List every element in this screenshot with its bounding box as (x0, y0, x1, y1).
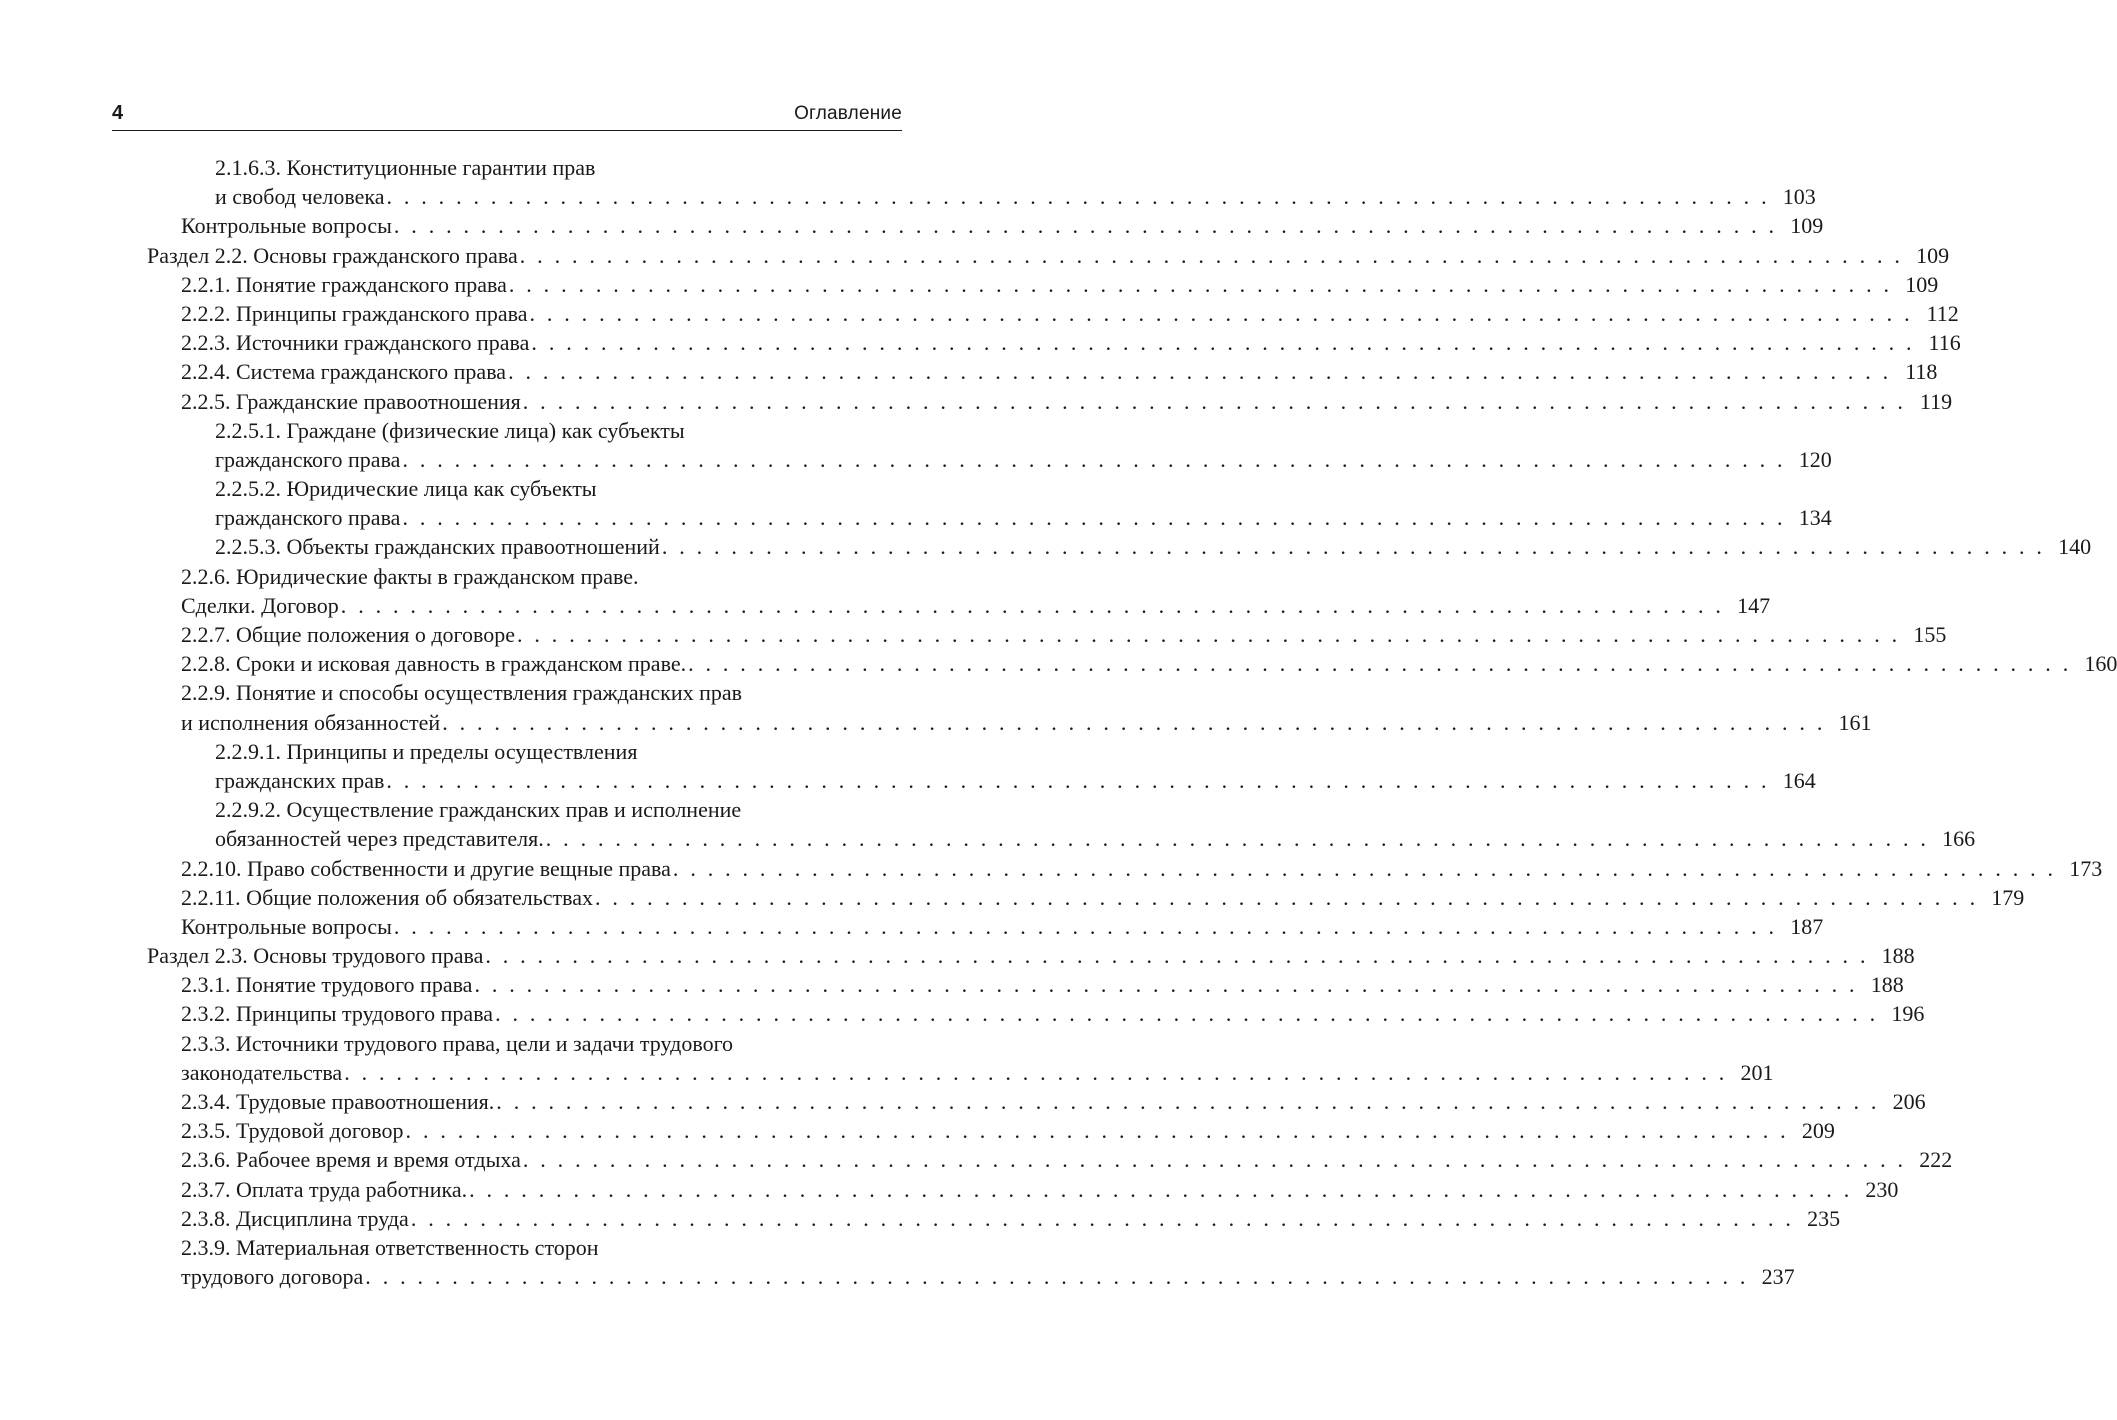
toc-entry-page: 119 (1919, 388, 1953, 414)
toc-entry-title: 2.3.1. Понятие трудового права (181, 972, 473, 998)
toc-entry (215, 503, 1832, 532)
toc-entry-page: 164 (1782, 767, 1816, 793)
toc-entry (215, 737, 1000, 766)
toc-entry-title: 2.2.7. Общие положения о договоре (181, 622, 515, 647)
toc-entry-title: 2.2.3. Источники гражданского права (181, 330, 530, 356)
toc-entry (215, 532, 2092, 561)
toc-dot-leader: . . . . . . . . . . . . . . . . . . . . . . . . . . . . . . . . . . . . . . . . . . . . . . . . . . . . . . . . . . . . . . . . . . . . . . . . . . . . . . . . (594, 884, 1979, 910)
toc-entry-title: 2.2.6. Юридические факты в гражданском праве. (181, 563, 639, 589)
toc-dot-leader: . . . . . . . . . . . . . . . . . . . . . . . . . . . . . . . . . . . . . . . . . . . . . . . . . . . . . . . . . . . . . . . . . . . . . . . . . . . . . . . . (531, 330, 1915, 356)
toc-dot-leader: . . . . . . . . . . . . . . . . . . . . . . . . . . . . . . . . . . . . . . . . . . . . . . . . . . . . . . . . . . . . . . . . . . . . . . . . . . . . . . . . (522, 1147, 1907, 1173)
toc-entry-page: 237 (1761, 1264, 1795, 1290)
toc-dot-leader: . . . . . . . . . . . . . . . . . . . . . . . . . . . . . . . . . . . . . . . . . . . . . . . . . . . . . . . . . . . . . . . . . . . . . . . . . . . . . . . . (688, 651, 2072, 677)
toc-entry (181, 1029, 1000, 1058)
toc-entry-page: 103 (1782, 184, 1816, 210)
toc-dot-leader: . . . . . . . . . . . . . . . . . . . . . . . . . . . . . . . . . . . . . . . . . . . . . . . . . . . . . . . . . . . . . . . . . . . . . . . . . . . . . . . . (485, 943, 1869, 969)
toc-dot-leader: . . . . . . . . . . . . . . . . . . . . . . . . . . . . . . . . . . . . . . . . . . . . . . . . . . . . . . . . . . . . . . . . . . . . . . . . . . . . . . . . (402, 446, 1786, 472)
toc-dot-leader: . . . . . . . . . . . . . . . . . . . . . . . . . . . . . . . . . . . . . . . . . . . . . . . . . . . . . . . . . . . . . . . . . . . . . . . . . . . . . . . . (469, 1176, 1853, 1202)
toc-entry-page: 235 (1807, 1205, 1841, 1231)
toc-entry (181, 1145, 1953, 1174)
toc-entry (181, 211, 1824, 240)
toc-entry (181, 562, 1000, 591)
toc-entry (147, 241, 1950, 270)
toc-entry-page: 109 (1916, 242, 1950, 268)
toc-entry (215, 795, 1000, 824)
toc-entry-page: 118 (1905, 359, 1938, 385)
toc-entry-title: 2.3.6. Рабочее время и время отдыха (181, 1147, 521, 1173)
toc-entry (181, 328, 1961, 357)
toc-entry-title: 2.2.5. Гражданские правоотношения (181, 388, 521, 414)
toc-entry-title: 2.2.5.1. Граждане (физические лица) как субъекты (215, 417, 685, 443)
toc-entry-page: 160 (2084, 651, 2117, 677)
toc-entry-title: 2.2.2. Принципы гражданского права (181, 300, 528, 326)
toc-dot-leader: . . . . . . . . . . . . . . . . . . . . . . . . . . . . . . . . . . . . . . . . . . . . . . . . . . . . . . . . . . . . . . . . . . . . . . . . . . . . . . . . (386, 184, 1770, 210)
toc-dot-leader: . . . . . . . . . . . . . . . . . . . . . . . . . . . . . . . . . . . . . . . . . . . . . . . . . . . . . . . . . . . . . . . . . . . . . . . . . . . . . . . . (393, 913, 1778, 939)
toc-entry (181, 1116, 1835, 1145)
toc-entry-title: Сделки. Договор (181, 592, 339, 618)
toc-entry-title: 2.3.8. Дисциплина труда (181, 1205, 409, 1231)
toc-entry (181, 1262, 1795, 1291)
toc-entry-title: 2.2.8. Сроки и исковая давность в гражданском праве. (181, 651, 687, 677)
toc-entry (181, 999, 1925, 1028)
toc-dot-leader: . . . . . . . . . . . . . . . . . . . . . . . . . . . . . . . . . . . . . . . . . . . . . . . . . . . . . . . . . . . . . . . . . . . . . . . . . . . . . . . . (344, 1059, 1728, 1085)
toc-entry (181, 299, 1959, 328)
toc-entry-page: 155 (1913, 622, 1947, 647)
toc-entry-title: 2.2.4. Система гражданского права (181, 359, 507, 385)
toc-entry-title: гражданского права (215, 505, 401, 531)
toc-entry-title: 2.2.9.2. Осуществление гражданских прав и исполнение (215, 797, 742, 823)
toc-entry-page: 134 (1798, 505, 1832, 531)
toc-entry-page: 179 (1991, 884, 2025, 910)
toc-entry (181, 678, 1000, 707)
toc-entry (181, 649, 2117, 678)
toc-entry-page: 161 (1838, 709, 1872, 735)
toc-entry-title: законодательства (181, 1059, 343, 1085)
toc-dot-leader: . . . . . . . . . . . . . . . . . . . . . . . . . . . . . . . . . . . . . . . . . . . . . . . . . . . . . . . . . . . . . . . . . . . . . . . . . . . . . . . . (517, 622, 1901, 647)
toc-entry (215, 474, 1000, 503)
page-number: 4 (112, 102, 124, 124)
toc-entry-title: Раздел 2.2. Основы гражданского права (147, 242, 518, 268)
toc-entry-page: 222 (1919, 1147, 1953, 1173)
toc-dot-leader: . . . . . . . . . . . . . . . . . . . . . . . . . . . . . . . . . . . . . . . . . . . . . . . . . . . . . . . . . . . . . . . . . . . . . . . . . . . . . . . . (386, 767, 1770, 793)
toc-entry (215, 824, 1976, 853)
toc-entry-title: Контрольные вопросы (181, 913, 392, 939)
toc-entry (215, 153, 1000, 182)
toc-entry-title: 2.3.3. Источники трудового права, цели и задачи трудового (181, 1030, 734, 1056)
table-of-contents (0, 153, 2117, 1291)
toc-entry-title: 2.2.9.1. Принципы и пределы осуществления (215, 738, 638, 764)
toc-entry-title: 2.2.5.2. Юридические лица как субъекты (215, 476, 597, 502)
toc-dot-leader: . . . . . . . . . . . . . . . . . . . . . . . . . . . . . . . . . . . . . . . . . . . . . . . . . . . . . . . . . . . . . . . . . . . . . . . . . . . . . . . . (365, 1264, 1749, 1290)
toc-entry-page: 188 (1870, 972, 1904, 998)
toc-entry (181, 1058, 1774, 1087)
toc-entry-title: 2.2.5.3. Объекты гражданских правоотношений (215, 534, 660, 560)
toc-entry-page: 230 (1865, 1176, 1899, 1202)
toc-entry-page: 196 (1891, 1001, 1925, 1027)
toc-entry-title: 2.3.7. Оплата труда работника. (181, 1176, 468, 1202)
toc-entry-page: 187 (1790, 913, 1824, 939)
toc-entry (181, 912, 1824, 941)
toc-entry (215, 445, 1832, 474)
toc-dot-leader: . . . . . . . . . . . . . . . . . . . . . . . . . . . . . . . . . . . . . . . . . . . . . . . . . . . . . . . . . . . . . . . . . . . . . . . . . . . . . . . . (496, 1089, 1880, 1114)
toc-entry (215, 182, 1816, 211)
running-title: Оглавление (794, 103, 902, 124)
toc-entry-title: 2.3.2. Принципы трудового права (181, 1001, 494, 1027)
toc-dot-leader: . . . . . . . . . . . . . . . . . . . . . . . . . . . . . . . . . . . . . . . . . . . . . . . . . . . . . . . . . . . . . . . . . . . . . . . . . . . . . . . . (393, 213, 1778, 239)
toc-dot-leader: . . . . . . . . . . . . . . . . . . . . . . . . . . . . . . . . . . . . . . . . . . . . . . . . . . . . . . . . . . . . . . . . . . . . . . . . . . . . . . . . (410, 1205, 1795, 1231)
toc-entry-page: 209 (1801, 1118, 1835, 1144)
toc-entry-title: 2.2.1. Понятие гражданского права (181, 271, 507, 297)
toc-entry-title: 2.2.10. Право собственности и другие вещные права (181, 855, 671, 881)
toc-entry-page: 120 (1798, 446, 1832, 472)
toc-entry (147, 941, 1915, 970)
toc-entry-title: гражданских прав (215, 767, 385, 793)
toc-entry (181, 1204, 1841, 1233)
toc-entry (181, 591, 1771, 620)
toc-dot-leader: . . . . . . . . . . . . . . . . . . . . . . . . . . . . . . . . . . . . . . . . . . . . . . . . . . . . . . . . . . . . . . . . . . . . . . . . . . . . . . . . (508, 359, 1892, 385)
toc-entry-page: 173 (2069, 855, 2103, 881)
toc-entry (215, 766, 1816, 795)
toc-entry-page: 116 (1928, 330, 1961, 356)
toc-entry-page: 147 (1737, 592, 1771, 618)
toc-dot-leader: . . . . . . . . . . . . . . . . . . . . . . . . . . . . . . . . . . . . . . . . . . . . . . . . . . . . . . . . . . . . . . . . . . . . . . . . . . . . . . . . (405, 1118, 1789, 1144)
toc-entry-title: Контрольные вопросы (181, 213, 392, 239)
toc-dot-leader: . . . . . . . . . . . . . . . . . . . . . . . . . . . . . . . . . . . . . . . . . . . . . . . . . . . . . . . . . . . . . . . . . . . . . . . . . . . . . . . . (529, 300, 1913, 326)
toc-dot-leader: . . . . . . . . . . . . . . . . . . . . . . . . . . . . . . . . . . . . . . . . . . . . . . . . . . . . . . . . . . . . . . . . . . . . . . . . . . . . . . . . (402, 505, 1786, 531)
toc-dot-leader: . . . . . . . . . . . . . . . . . . . . . . . . . . . . . . . . . . . . . . . . . . . . . . . . . . . . . . . . . . . . . . . . . . . . . . . . . . . . . . . . (340, 592, 1725, 618)
toc-entry (181, 970, 1904, 999)
toc-entry-title: гражданского права (215, 446, 401, 472)
toc-entry-page: 188 (1881, 943, 1915, 969)
toc-entry-title: и исполнения обязанностей (181, 709, 441, 735)
toc-dot-leader: . . . . . . . . . . . . . . . . . . . . . . . . . . . . . . . . . . . . . . . . . . . . . . . . . . . . . . . . . . . . . . . . . . . . . . . . . . . . . . . . (442, 709, 1826, 735)
toc-entry-page: 109 (1905, 271, 1939, 297)
toc-entry (181, 708, 1872, 737)
toc-entry-page: 201 (1740, 1059, 1774, 1085)
running-head (112, 100, 902, 131)
toc-entry-title: 2.3.5. Трудовой договор (181, 1118, 404, 1144)
toc-entry (181, 620, 1947, 649)
toc-entry-page: 166 (1942, 826, 1976, 852)
toc-dot-leader: . . . . . . . . . . . . . . . . . . . . . . . . . . . . . . . . . . . . . . . . . . . . . . . . . . . . . . . . . . . . . . . . . . . . . . . . . . . . . . . . (519, 242, 1904, 268)
toc-dot-leader: . . . . . . . . . . . . . . . . . . . . . . . . . . . . . . . . . . . . . . . . . . . . . . . . . . . . . . . . . . . . . . . . . . . . . . . . . . . . . . . . (474, 972, 1858, 998)
toc-dot-leader: . . . . . . . . . . . . . . . . . . . . . . . . . . . . . . . . . . . . . . . . . . . . . . . . . . . . . . . . . . . . . . . . . . . . . . . . . . . . . . . . (545, 826, 1930, 852)
toc-entry-title: 2.1.6.3. Конституционные гарантии прав (215, 155, 596, 180)
toc-entry-title: 2.3.9. Материальная ответственность сторон (181, 1234, 599, 1260)
toc-entry-title: трудового договора (181, 1264, 364, 1290)
toc-entry (181, 1175, 1899, 1204)
toc-dot-leader: . . . . . . . . . . . . . . . . . . . . . . . . . . . . . . . . . . . . . . . . . . . . . . . . . . . . . . . . . . . . . . . . . . . . . . . . . . . . . . . . (522, 388, 1907, 414)
toc-entry (181, 270, 1939, 299)
toc-entry-title: и свобод человека (215, 184, 385, 210)
toc-entry (215, 416, 1000, 445)
toc-entry-title: Раздел 2.3. Основы трудового права (147, 943, 484, 969)
toc-entry-page: 112 (1926, 300, 1959, 326)
toc-dot-leader: . . . . . . . . . . . . . . . . . . . . . . . . . . . . . . . . . . . . . . . . . . . . . . . . . . . . . . . . . . . . . . . . . . . . . . . . . . . . . . . . (495, 1001, 1879, 1027)
toc-entry-page: 206 (1892, 1089, 1926, 1114)
toc-entry (181, 854, 2103, 883)
toc-entry-page: 140 (2058, 534, 2092, 560)
toc-dot-leader: . . . . . . . . . . . . . . . . . . . . . . . . . . . . . . . . . . . . . . . . . . . . . . . . . . . . . . . . . . . . . . . . . . . . . . . . . . . . . . . . (508, 271, 1893, 297)
toc-entry (181, 883, 2025, 912)
toc-dot-leader: . . . . . . . . . . . . . . . . . . . . . . . . . . . . . . . . . . . . . . . . . . . . . . . . . . . . . . . . . . . . . . . . . . . . . . . . . . . . . . . . (672, 855, 2057, 881)
toc-entry-title: 2.2.9. Понятие и способы осуществления гражданских прав (181, 680, 743, 706)
toc-dot-leader: . . . . . . . . . . . . . . . . . . . . . . . . . . . . . . . . . . . . . . . . . . . . . . . . . . . . . . . . . . . . . . . . . . . . . . . . . . . . . . . . (661, 534, 2046, 560)
toc-entry (181, 1087, 1926, 1116)
toc-entry (181, 1233, 1000, 1262)
toc-entry-title: обязанностей через представителя. (215, 826, 544, 852)
toc-entry-title: 2.2.11. Общие положения об обязательствах (181, 884, 593, 910)
toc-entry-page: 109 (1790, 213, 1824, 239)
toc-entry (181, 387, 1953, 416)
toc-entry (181, 357, 1938, 386)
toc-entry-title: 2.3.4. Трудовые правоотношения. (181, 1089, 495, 1114)
